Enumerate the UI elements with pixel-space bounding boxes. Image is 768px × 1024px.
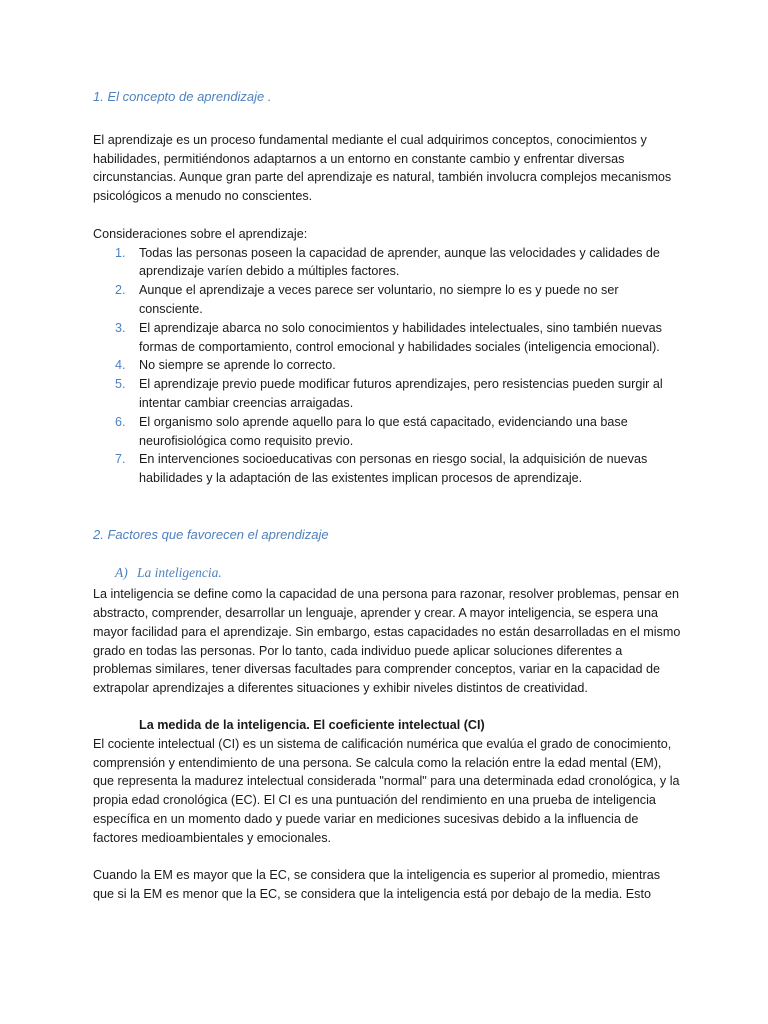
list-text: El aprendizaje previo puede modificar futuros aprendizajes, pero resistencias pueden surgir al intentar cambiar creencias arraigadas. <box>139 377 663 410</box>
list-number: 5. <box>115 377 126 392</box>
list-text: No siempre se aprende lo correcto. <box>139 358 336 373</box>
list-text: El aprendizaje abarca no solo conocimientos y habilidades intelectuales, sino también nuevas formas de comportamiento, control emocional y habilidades sociales (inteligencia emocional). <box>139 320 662 354</box>
list-text: En intervenciones socioeducativas con personas en riesgo social, la adquisición de nuevas habilidades y la adaptación de las existentes implican procesos de aprendizaje. <box>139 452 648 486</box>
list-item <box>93 244 683 282</box>
list-number: 2. <box>115 283 126 298</box>
list-number: 4. <box>115 358 126 373</box>
considerations-list <box>93 244 683 488</box>
considerations-title: Consideraciones sobre el aprendizaje: <box>93 226 308 241</box>
section-1-intro: El aprendizaje es un proceso fundamental mediante el cual adquirimos conceptos, conocimientos y habilidades, permitiéndonos adaptarnos a un entorno en constante cambio y enfrentar diversas circunstancias. Aunque gran parte del aprendizaje es natural, también involucra complejos mecanismos psicológicos a menudo no conscientes. <box>93 132 672 204</box>
list-number: 3. <box>115 320 126 335</box>
em-paragraph: Cuando la EM es mayor que la EC, se considera que la inteligencia es superior al promedio, mientras que si la EM es menor que la EC, se considera que la inteligencia está por debajo de la media. Esto <box>93 868 661 902</box>
list-text: Todas las personas poseen la capacidad de aprender, aunque las velocidades y calidades de aprendizaje varíen debido a múltiples factores. <box>139 245 660 279</box>
list-item <box>93 281 683 319</box>
subsection-letter: A) <box>115 565 128 581</box>
list-item <box>93 413 683 451</box>
section-1-title: 1. El concepto de aprendizaje . <box>93 89 272 104</box>
list-item <box>93 450 683 488</box>
subsection-title: La inteligencia. <box>137 565 222 581</box>
list-number: 7. <box>115 452 126 467</box>
list-number: 1. <box>115 245 126 260</box>
intelligence-paragraph: La inteligencia se define como la capacidad de una persona para razonar, resolver problemas, pensar en abstracto, comprender, desarrollar un lenguaje, aprender y crear. A mayor inteligencia, se espera una mayor facilidad para el aprendizaje. Sin embargo, estas capacidades no están desarrolladas en el mismo grado en todas las personas. Por lo tanto, cada individuo puede aplicar soluciones diferentes a problemas similares, tener diversas facultades para comprender conceptos, variar en la capacidad de extrapolar aprendizajes a diferentes situaciones y exhibir niveles distintos de creatividad. <box>93 587 681 696</box>
list-item <box>93 319 683 357</box>
list-number: 6. <box>115 414 126 429</box>
list-text: El organismo solo aprende aquello para lo que está capacitado, evidenciando una base neurofisiológica como requisito previo. <box>139 414 628 448</box>
ci-paragraph: El cociente intelectual (CI) es un sistema de calificación numérica que evalúa el grado de conocimiento, comprensión y entendimiento de una persona. Se calcula como la relación entre la edad mental (EM), que representa la madurez intelectual considerada "normal" para una determinada edad cronológica, y la propia edad cronológica (EC). El CI es una puntuación del rendimiento en una prueba de inteligencia específica en un momento dado y puede variar en mediciones sucesivas debido a la influencia de factores medioambientales y emocionales. <box>93 736 680 845</box>
ci-heading: La medida de la inteligencia. El coeficiente intelectual (CI) <box>139 717 485 732</box>
list-item <box>93 356 683 375</box>
subsection-a-heading <box>93 564 683 583</box>
list-text: Aunque el aprendizaje a veces parece ser voluntario, no siempre lo es y puede no ser consciente. <box>139 283 619 316</box>
section-2-title: 2. Factores que favorecen el aprendizaje <box>93 526 329 542</box>
document-content <box>93 88 683 904</box>
list-item <box>93 375 683 413</box>
